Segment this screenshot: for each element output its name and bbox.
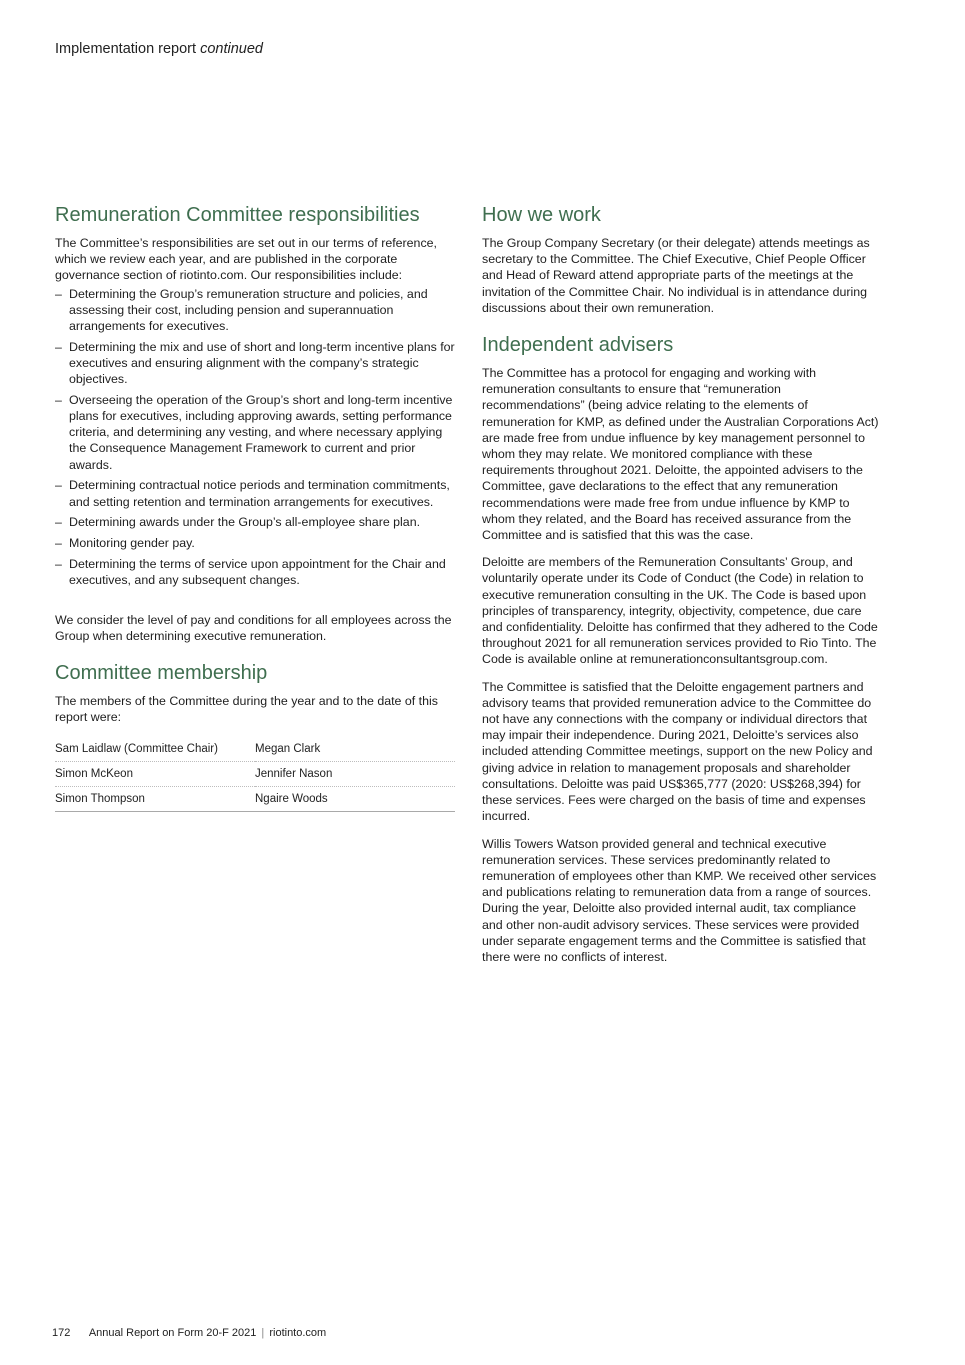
header-title: Implementation report: [55, 41, 197, 57]
advisers-paragraph: Willis Towers Watson provided general and technical executive remuneration services. These services predominantly related to remuneration of employees other than KMP. We received other services and publications relating to remuneration data from a range of sources. During the year, Deloitte also provided internal audit, tax compliance and other non-audit advisory services. These services were provided under separate engagement terms and the Committee is satisfied that there were no conflicts of interest.: [482, 836, 877, 964]
advisers-paragraph: Deloitte are members of the Remuneration Consultants’ Group, and voluntarily operate under its Code of Conduct (the Code) in relation to executive remuneration consulting in the UK. The Code is based upon principles of transparency, integrity, objectivity, competence, due care and confidentiality. Deloitte has confirmed that they adhered to the Code throughout 2021 for all remuneration services provided to Rio Tinto. The Code is available online at remunerationconsultantsgroup.com.: [482, 555, 878, 667]
table-row: [55, 787, 455, 812]
page-number: 172: [52, 1327, 71, 1339]
header-continued: continued: [200, 41, 263, 57]
member-name: Simon McKeon: [55, 762, 255, 787]
table-row: [55, 762, 455, 787]
member-name: Ngaire Woods: [255, 787, 455, 812]
advisers-paragraph: The Committee is satisfied that the Deloitte engagement partners and advisory teams that provided remuneration advice to the Committee do not have any connections with the company or individual directors that may impair their independence. During 2021, Deloitte’s services also included attending Committee meetings, support on the new Policy and giving advice in relation to management proposals and shareholder consultations. Deloitte was paid US$365,777 (2020: US$268,394) for these services. Fees were charged on the basis of time and expenses incurred.: [482, 679, 873, 824]
advisers-heading: Independent advisers: [482, 334, 674, 357]
list-item: – Determining contractual notice periods and termination commitments, and setting retention and termination arrangements for executives.: [55, 477, 455, 509]
list-item: – Determining awards under the Group’s all-employee share plan.: [55, 514, 455, 530]
how-we-work-section: [482, 203, 880, 316]
membership-section: [55, 661, 455, 812]
membership-intro: The members of the Committee during the year and to the date of this report were:: [55, 693, 438, 725]
footer-website: riotinto.com: [269, 1327, 327, 1339]
table-row: [55, 737, 455, 762]
member-name: Simon Thompson: [55, 787, 255, 812]
list-item: – Overseeing the operation of the Group’s short and long-term incentive plans for executives, including approving awards, setting performance criteria, and determining any vesting, and where necessary applying the Consequence Management Framework to current and prior awards.: [55, 392, 455, 473]
responsibilities-list: [55, 286, 455, 588]
member-name: Megan Clark: [255, 737, 455, 762]
spacer: [55, 593, 455, 612]
list-item: – Determining the mix and use of short and long-term incentive plans for executives and ensuring alignment with the company’s strategic objectives.: [55, 339, 455, 388]
membership-heading: Committee membership: [55, 661, 268, 684]
list-item: – Monitoring gender pay.: [55, 535, 455, 551]
responsibilities-heading: Remuneration Committee responsibilities: [55, 204, 420, 226]
advisers-section: [482, 333, 880, 965]
footer-separator: |: [261, 1327, 265, 1339]
list-item: – Determining the terms of service upon appointment for the Chair and executives, and any subsequent changes.: [55, 556, 455, 588]
responsibilities-closing: We consider the level of pay and conditions for all employees across the Group when determining executive remuneration.: [55, 612, 452, 643]
running-header: [55, 41, 263, 57]
page-footer: [52, 1327, 326, 1339]
report-title: Annual Report on Form 20-F 2021: [88, 1327, 257, 1339]
how-we-work-body: The Group Company Secretary (or their delegate) attends meetings as secretary to the Committee. The Chief Executive, Chief People Officer and Head of Reward attend appropriate parts of the meetings at the invitation of the Committee Chair. No individual is in attendance during discussions about their own remuneration.: [482, 236, 870, 315]
membership-table: [55, 737, 455, 812]
responsibilities-section: [55, 203, 455, 644]
advisers-paragraph: The Committee has a protocol for engaging and working with remuneration consultants to ensure that “remuneration recommendations” (being advice relating to the elements of remuneration for KMP, as defined under the Australian Corporations Act) are made free from undue influence by key management personnel to whom they may relate. We monitored compliance with these requirements throughout 2021. Deloitte, the appointed advisers to the Committee, gave declarations to the effect that any remuneration recommendations were made free from undue influence by KMP to whom they related, and the Board has received assurance from the Committee and is satisfied that this was the case.: [482, 366, 879, 543]
member-name: Sam Laidlaw (Committee Chair): [55, 737, 255, 762]
list-item: – Determining the Group’s remuneration structure and policies, and assessing their cost, including pension and superannuation arrangements for executives.: [55, 286, 455, 335]
responsibilities-intro: The Committee’s responsibilities are set out in our terms of reference, which we review each year, and are published in the corporate governance section of riotinto.com. Our responsibilities include:: [55, 236, 437, 283]
right-column: [482, 203, 880, 982]
left-column: [55, 203, 455, 829]
how-we-work-heading: How we work: [482, 204, 601, 226]
member-name: Jennifer Nason: [255, 762, 455, 787]
